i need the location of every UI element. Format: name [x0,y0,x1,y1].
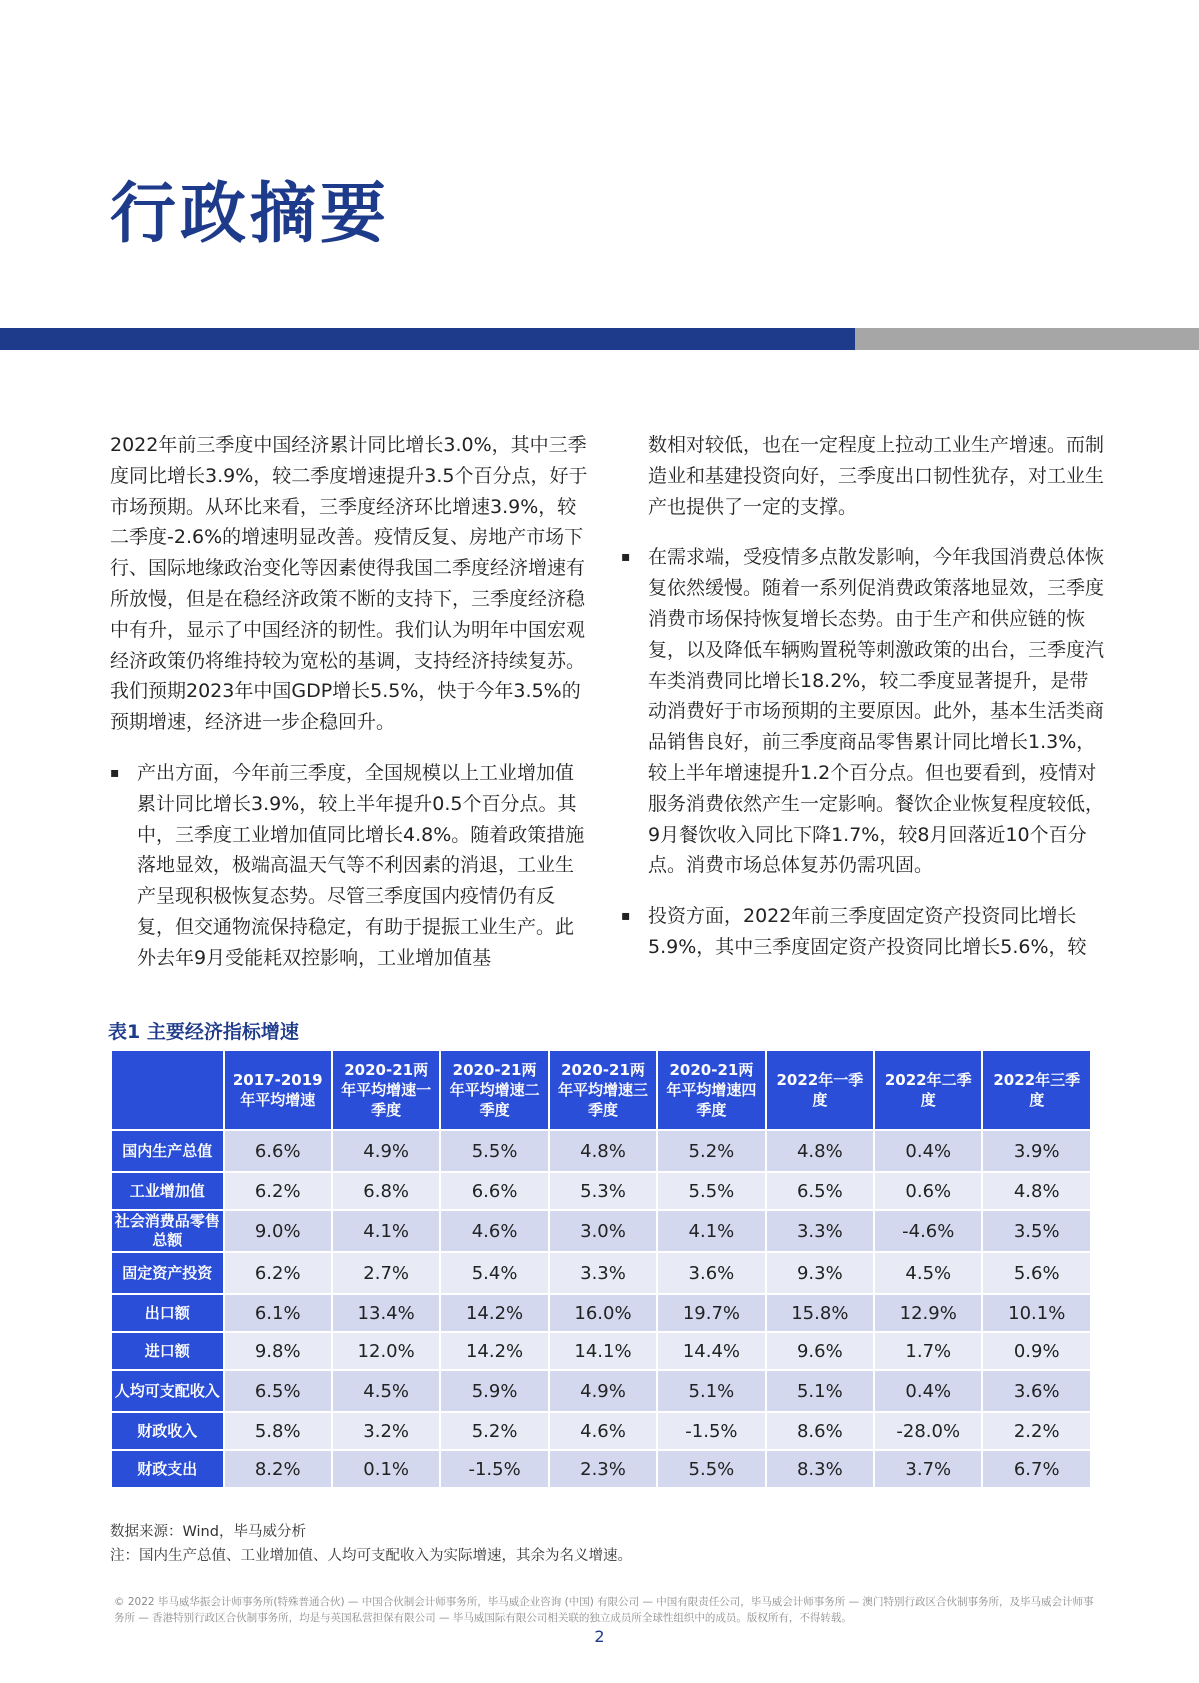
table-cell: 1.7% [875,1333,981,1369]
table-title: 表1 主要经济指标增速 [108,1021,299,1043]
table-cell: 3.0% [550,1211,656,1251]
table-cell: 3.3% [767,1211,873,1251]
table-row [112,1131,1090,1171]
table-footnote: 注：国内生产总值、工业增加值、人均可支配收入为实际增速，其余为名义增速。 [110,1548,632,1564]
table-row [112,1253,1090,1293]
bullet-demand [621,542,1106,881]
column-header: 2020-21两年平均增速二季度 [441,1051,547,1129]
table-cell: 5.8% [225,1413,331,1449]
intro-paragraph: 2022年前三季度中国经济累计同比增长3.0%，其中三季度同比增长3.9%，较二季度增速提升3.5个百分点，好于市场预期。从环比来看，三季度经济环比增速3.9%，较二季度-2.6%的增速明显改善。疫情反复、房地产市场下行、国际地缘政治变化等因素使得我国二季度经济增速有所放慢，但是在稳经济政策不断的支持下，三季度经济稳中有升，显示了中国经济的韧性。我们认为明年中国宏观经济政策仍将维持较为宽松的基调，支持经济持续复苏。我们预期2023年中国GDP增长5.5%，快于今年3.5%的预期增速，经济进一步企稳回升。 [110,434,588,734]
column-header: 2022年二季度 [875,1051,981,1129]
bullet-demand-text: 在需求端，受疫情多点散发影响，今年我国消费总体恢复依然缓慢。随着一系列促消费政策落地显效，三季度消费市场保持恢复增长态势。由于生产和供应链的恢复，以及降低车辆购置税等刺激政策的出台，三季度汽车类消费同比增长18.2%，较二季度显著提升，是带动消费好于市场预期的主要原因。此外，基本生活类商品销售良好，前三季度商品零售累计同比增长1.3%，较上半年增速提升1.2个百分点。但也要看到，疫情对服务消费依然产生一定影响。餐饮企业恢复程度较低，9月餐饮收入同比下降1.7%，较8月回落近10个百分点。消费市场总体复苏仍需巩固。 [648,546,1105,877]
bullet-icon: ▪ [621,908,631,925]
row-label: 进口额 [112,1333,223,1369]
table-cell: 4.8% [983,1173,1090,1209]
table-row [112,1371,1090,1411]
table-cell: 3.3% [550,1253,656,1293]
table-cell: 9.6% [767,1333,873,1369]
table-header-row [112,1051,1090,1129]
bullet-production [110,758,588,974]
table-cell: 5.5% [658,1173,764,1209]
table-cell: 6.1% [225,1295,331,1331]
row-label: 工业增加值 [112,1173,223,1209]
column-header: 2020-21两年平均增速一季度 [333,1051,439,1129]
row-label: 社会消费品零售总额 [112,1211,223,1251]
table-cell: 8.6% [767,1413,873,1449]
table-cell: 4.9% [333,1131,439,1171]
continuation-block [621,430,1106,522]
table-cell: 0.1% [333,1451,439,1487]
table-cell: 9.8% [225,1333,331,1369]
table-cell: 2.3% [550,1451,656,1487]
table-cell: 4.1% [333,1211,439,1251]
source-notes [110,1520,632,1568]
table-cell: 4.6% [441,1211,547,1251]
table-cell: 3.7% [875,1451,981,1487]
table-cell: 4.5% [333,1371,439,1411]
table-cell: 5.9% [441,1371,547,1411]
table-cell: 5.6% [983,1253,1090,1293]
table-cell: 14.2% [441,1333,547,1369]
table-cell: 12.9% [875,1295,981,1331]
header-band-blue [0,328,855,350]
table-cell: 3.6% [658,1253,764,1293]
table-cell: 5.1% [658,1371,764,1411]
row-label: 出口额 [112,1295,223,1331]
table-row [112,1333,1090,1369]
table-cell: 6.7% [983,1451,1090,1487]
bullet-icon: ▪ [621,549,631,566]
table-row [112,1413,1090,1449]
table-cell: 0.6% [875,1173,981,1209]
table-cell: 5.5% [658,1451,764,1487]
table-cell: 4.1% [658,1211,764,1251]
table-cell: 10.1% [983,1295,1090,1331]
left-column [110,430,588,994]
table-cell: 19.7% [658,1295,764,1331]
column-header: 2022年一季度 [767,1051,873,1129]
table-cell: 8.3% [767,1451,873,1487]
table-cell: 14.1% [550,1333,656,1369]
bullet-investment-text: 投资方面，2022年前三季度固定资产投资同比增长5.9%，其中三季度固定资产投资同比增长5.6%，较 [648,905,1087,958]
table-cell: 16.0% [550,1295,656,1331]
table-corner-cell [112,1051,223,1129]
table-cell: 5.2% [658,1131,764,1171]
economic-indicators-table [110,1049,1092,1489]
row-label: 固定资产投资 [112,1253,223,1293]
table-cell: -1.5% [658,1413,764,1449]
table-cell: 5.1% [767,1371,873,1411]
column-header: 2017-2019年平均增速 [225,1051,331,1129]
row-label: 财政支出 [112,1451,223,1487]
table-cell: 14.4% [658,1333,764,1369]
table-cell: 4.8% [550,1131,656,1171]
table-cell: 6.6% [225,1131,331,1171]
right-column [621,430,1106,983]
table-cell: 12.0% [333,1333,439,1369]
table-row [112,1295,1090,1331]
table-cell: 5.2% [441,1413,547,1449]
table-cell: 6.6% [441,1173,547,1209]
table-cell: 9.3% [767,1253,873,1293]
table-cell: -1.5% [441,1451,547,1487]
table-cell: 2.2% [983,1413,1090,1449]
header-band-gray [855,328,1199,350]
table-cell: 3.9% [983,1131,1090,1171]
table-cell: 9.0% [225,1211,331,1251]
table-cell: 0.9% [983,1333,1090,1369]
table-cell: 13.4% [333,1295,439,1331]
table-cell: 4.8% [767,1131,873,1171]
table-cell: 0.4% [875,1371,981,1411]
table-cell: 4.6% [550,1413,656,1449]
table-cell: 6.5% [767,1173,873,1209]
table-cell: -4.6% [875,1211,981,1251]
table-cell: 5.3% [550,1173,656,1209]
row-label: 人均可支配收入 [112,1371,223,1411]
table-cell: 4.5% [875,1253,981,1293]
table-cell: 6.2% [225,1253,331,1293]
table-cell: 4.9% [550,1371,656,1411]
table-cell: 3.5% [983,1211,1090,1251]
copyright-notice: © 2022 毕马威华振会计师事务所(特殊普通合伙) — 中国合伙制会计师事务所，毕马威企业咨询 (中国) 有限公司 — 中国有限责任公司，毕马威会计师事务所 — 澳门特别行政区合伙制事务所，及毕马威会计师事务所 — 香港特别行政区合伙制事务所，均是与英国私营担保有限公司 — 毕马威国际有限公司相关联的独立成员所全球性组织中的成员。版权所有，不得转载。 [114,1596,1094,1624]
table-cell: 6.5% [225,1371,331,1411]
row-label: 国内生产总值 [112,1131,223,1171]
table-row [112,1211,1090,1251]
bullet-production-text: 产出方面，今年前三季度，全国规模以上工业增加值累计同比增长3.9%，较上半年提升0.5个百分点。其中，三季度工业增加值同比增长4.8%。随着政策措施落地显效，极端高温天气等不利因素的消退，工业生产呈现积极恢复态势。尽管三季度国内疫情仍有反复，但交通物流保持稳定，有助于提振工业生产。此外去年9月受能耗双控影响，工业增加值基 [137,761,585,969]
table-cell: 5.5% [441,1131,547,1171]
table-cell: 15.8% [767,1295,873,1331]
table-row [112,1451,1090,1487]
table-cell: 3.6% [983,1371,1090,1411]
table-cell: 3.2% [333,1413,439,1449]
data-source: 数据来源：Wind，毕马威分析 [110,1524,306,1540]
table-cell: -28.0% [875,1413,981,1449]
table-cell: 5.4% [441,1253,547,1293]
bullet-investment [621,901,1106,963]
row-label: 财政收入 [112,1413,223,1449]
table-cell: 14.2% [441,1295,547,1331]
continuation-text: 数相对较低，也在一定程度上拉动工业生产增速。而制造业和基建投资向好，三季度出口韧性犹存，对工业生产也提供了一定的支撑。 [648,434,1105,518]
table-cell: 2.7% [333,1253,439,1293]
column-header: 2020-21两年平均增速四季度 [658,1051,764,1129]
page-title: 行政摘要 [110,175,390,252]
table-row [112,1173,1090,1209]
bullet-icon: ▪ [110,764,120,781]
column-header: 2020-21两年平均增速三季度 [550,1051,656,1129]
column-header: 2022年三季度 [983,1051,1090,1129]
table-cell: 6.2% [225,1173,331,1209]
table-cell: 8.2% [225,1451,331,1487]
table-cell: 6.8% [333,1173,439,1209]
page-number: 2 [594,1627,605,1646]
table-cell: 0.4% [875,1131,981,1171]
